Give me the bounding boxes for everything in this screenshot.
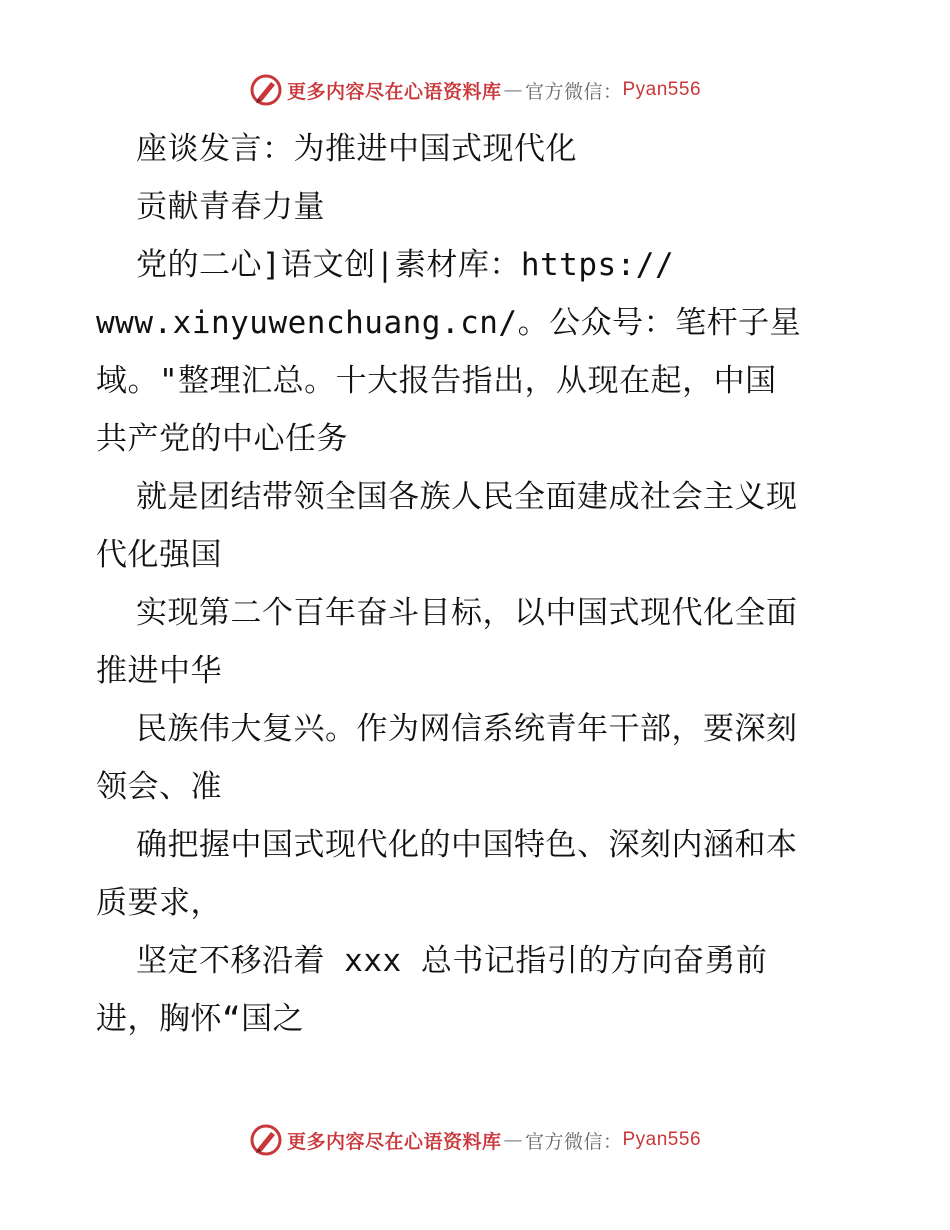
text-line: 推进中华: [96, 653, 222, 689]
watermark-wechat-id: Pyan556: [622, 79, 702, 100]
text-line: 坚定不移沿着 xxx 总书记指引的方向奋勇前: [136, 943, 768, 979]
footer-watermark: [0, 1120, 950, 1160]
watermark-main-text: 更多内容尽在心语资料库: [286, 80, 502, 103]
pen-logo-icon: [249, 1123, 283, 1157]
text-line: 确把握中国式现代化的中国特色、深刻内涵和本: [136, 827, 798, 863]
text-line: 贡献青春力量: [136, 189, 325, 225]
text-line: 座谈发言：为推进中国式现代化: [136, 131, 577, 167]
text-line: 进，胸怀“国之: [96, 1001, 305, 1037]
watermark-separator: —: [503, 1129, 523, 1151]
text-line: 质要求，: [96, 885, 222, 921]
text-line: www.xinyuwenchuang.cn/。公众号：笔杆子星: [96, 305, 802, 341]
text-line: 实现第二个百年奋斗目标，以中国式现代化全面: [136, 595, 798, 631]
watermark-label: 官方微信：: [524, 80, 623, 103]
watermark-separator: —: [503, 79, 523, 101]
text-line: 代化强国: [96, 537, 222, 573]
text-line: 就是团结带领全国各族人民全面建成社会主义现: [136, 479, 798, 515]
watermark-wechat-id: Pyan556: [622, 1129, 702, 1150]
watermark-label: 官方微信：: [524, 1130, 623, 1153]
watermark-main-text: 更多内容尽在心语资料库: [286, 1130, 502, 1153]
header-watermark: [0, 70, 950, 110]
text-line: 党的二心]语文创|素材库：https://: [136, 247, 675, 283]
text-line: 共产党的中心任务: [96, 421, 348, 457]
pen-logo-icon: [249, 73, 283, 107]
document-body: [96, 120, 866, 1048]
text-line: 民族伟大复兴。作为网信系统青年干部，要深刻: [136, 711, 798, 747]
text-line: 域。"整理汇总。十大报告指出，从现在起，中国: [96, 363, 777, 399]
text-line: 领会、准: [96, 769, 222, 805]
